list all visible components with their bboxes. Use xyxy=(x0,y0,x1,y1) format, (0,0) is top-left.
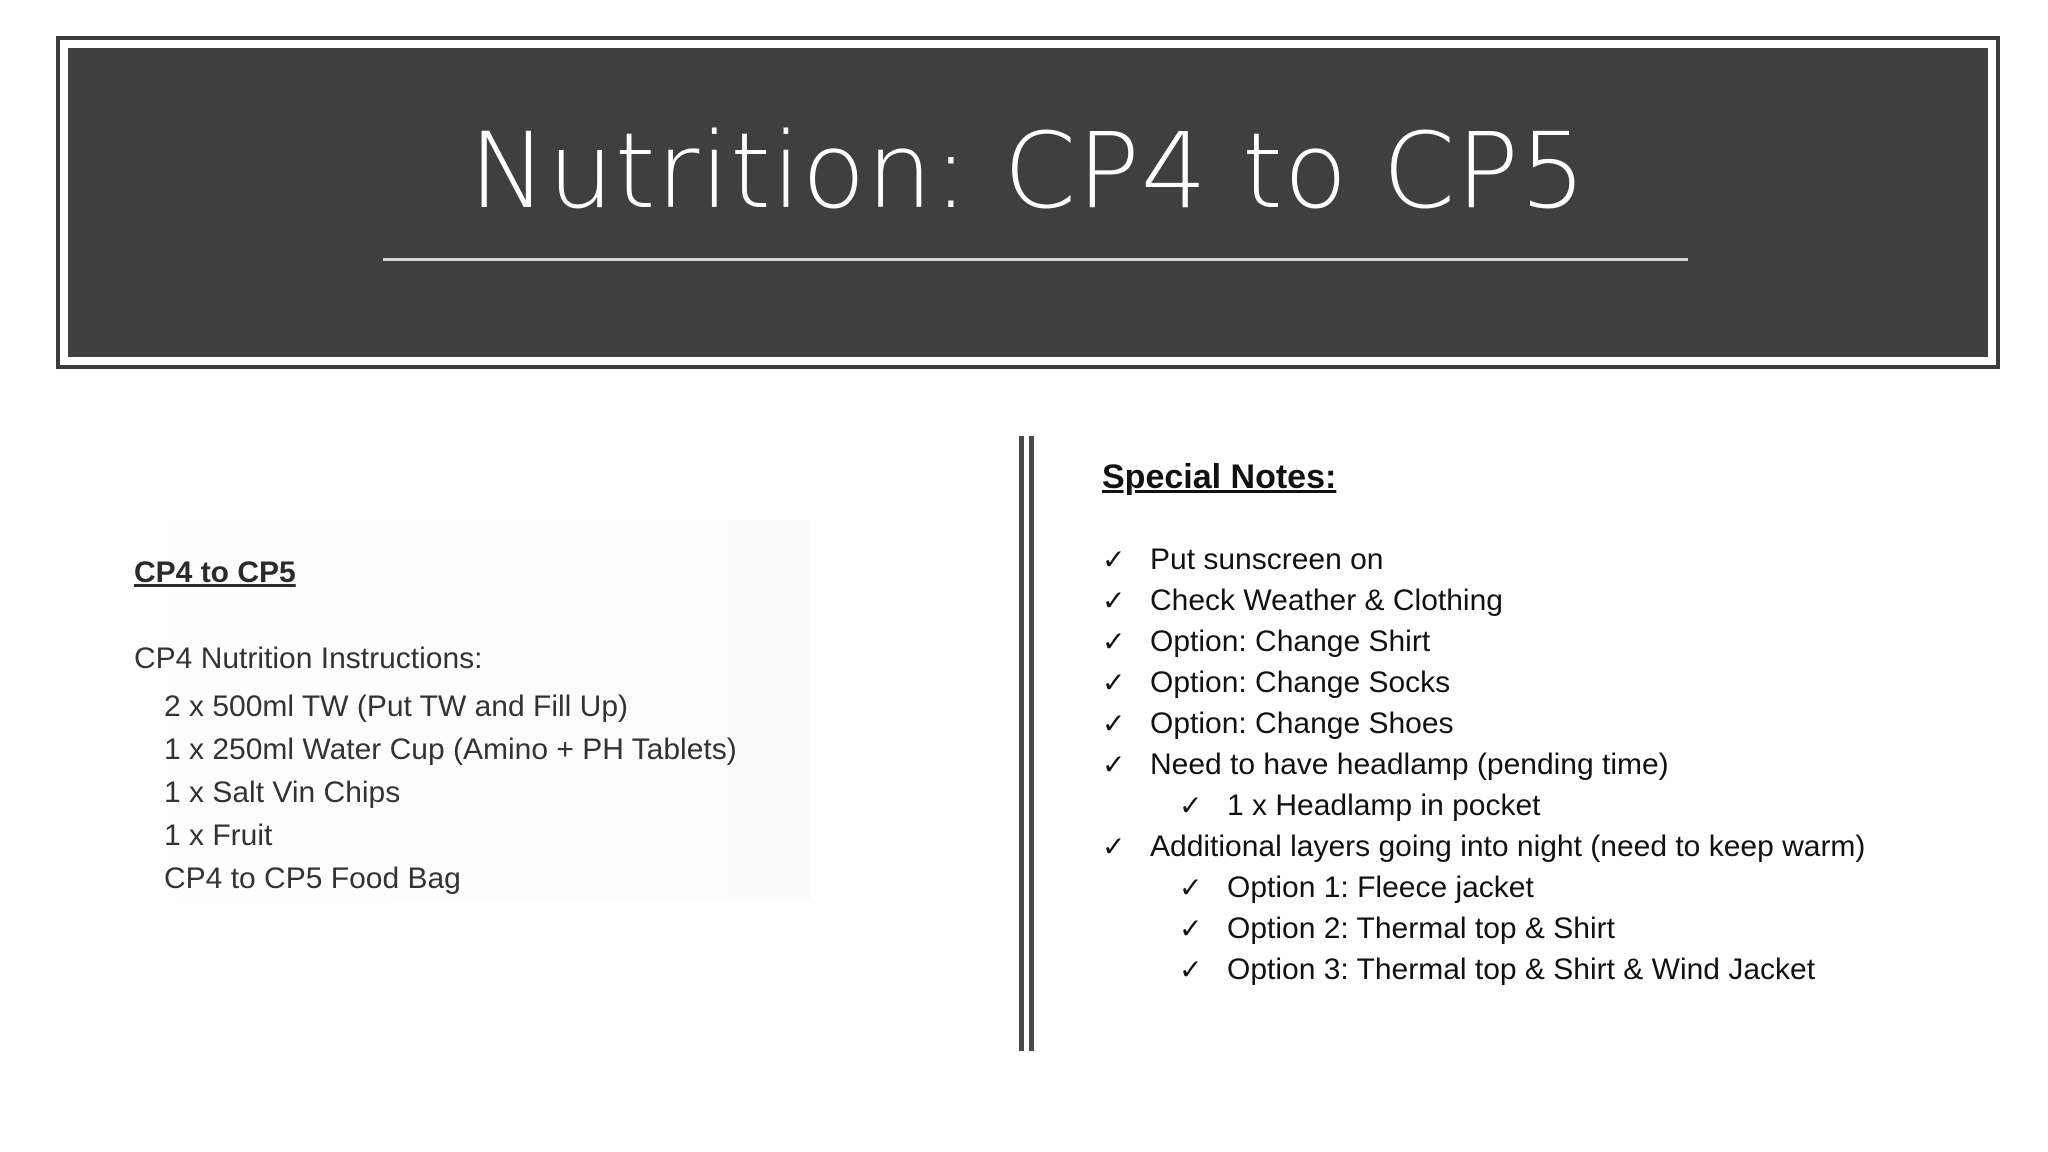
checkmark-icon: ✓ xyxy=(1102,544,1126,575)
note-text: Option: Change Socks xyxy=(1150,666,1451,699)
sub-note-item xyxy=(1102,867,2002,908)
note-text: Need to have headlamp (pending time) xyxy=(1150,748,1669,781)
checkmark-icon: ✓ xyxy=(1179,913,1203,944)
sub-note-item xyxy=(1102,785,2002,826)
note-item xyxy=(1102,826,2002,867)
instruction-item: CP4 to CP5 Food Bag xyxy=(164,862,461,895)
instructions-heading: CP4 to CP5 xyxy=(134,556,296,589)
note-text: Option: Change Shirt xyxy=(1150,625,1431,658)
checkmark-icon: ✓ xyxy=(1102,667,1126,698)
nutrition-instructions-image xyxy=(120,520,810,900)
checkmark-icon: ✓ xyxy=(1179,872,1203,903)
title-banner-inner xyxy=(65,45,1991,360)
note-item xyxy=(1102,703,2002,744)
instruction-item: 1 x 250ml Water Cup (Amino + PH Tablets) xyxy=(164,733,737,766)
note-item xyxy=(1102,662,2002,703)
checkmark-icon: ✓ xyxy=(1179,790,1203,821)
title-banner xyxy=(56,36,2000,369)
note-text: Option 3: Thermal top & Shirt & Wind Jacket xyxy=(1227,953,1816,986)
column-divider-left xyxy=(1019,436,1024,1051)
checkmark-icon: ✓ xyxy=(1102,749,1126,780)
sub-note-item xyxy=(1102,908,2002,949)
note-item xyxy=(1102,580,2002,621)
instruction-item: 1 x Fruit xyxy=(164,819,273,852)
note-item xyxy=(1102,621,2002,662)
note-text: Option: Change Shoes xyxy=(1150,707,1454,740)
title-underline xyxy=(383,258,1688,261)
column-divider-right xyxy=(1029,436,1034,1051)
slide-title: Nutrition: CP4 to CP5 xyxy=(469,110,1587,232)
note-text: Check Weather & Clothing xyxy=(1150,584,1503,617)
note-item xyxy=(1102,539,2002,580)
checkmark-icon: ✓ xyxy=(1102,831,1126,862)
note-text: 1 x Headlamp in pocket xyxy=(1227,789,1541,822)
instructions-list xyxy=(164,685,737,900)
special-notes xyxy=(1102,458,2002,990)
note-text: Additional layers going into night (need to keep warm) xyxy=(1150,830,1866,863)
special-notes-title: Special Notes: xyxy=(1102,458,1337,496)
instructions-subheading: CP4 Nutrition Instructions: xyxy=(134,642,483,675)
instruction-item: 2 x 500ml TW (Put TW and Fill Up) xyxy=(164,690,629,723)
instruction-item: 1 x Salt Vin Chips xyxy=(164,776,401,809)
sub-note-item xyxy=(1102,949,2002,990)
note-text: Option 2: Thermal top & Shirt xyxy=(1227,912,1615,945)
checkmark-icon: ✓ xyxy=(1102,708,1126,739)
checkmark-icon: ✓ xyxy=(1102,626,1126,657)
checkmark-icon: ✓ xyxy=(1102,585,1126,616)
note-text: Put sunscreen on xyxy=(1150,543,1384,576)
special-notes-list xyxy=(1102,539,2002,990)
checkmark-icon: ✓ xyxy=(1179,954,1203,985)
note-item xyxy=(1102,744,2002,785)
note-text: Option 1: Fleece jacket xyxy=(1227,871,1534,904)
